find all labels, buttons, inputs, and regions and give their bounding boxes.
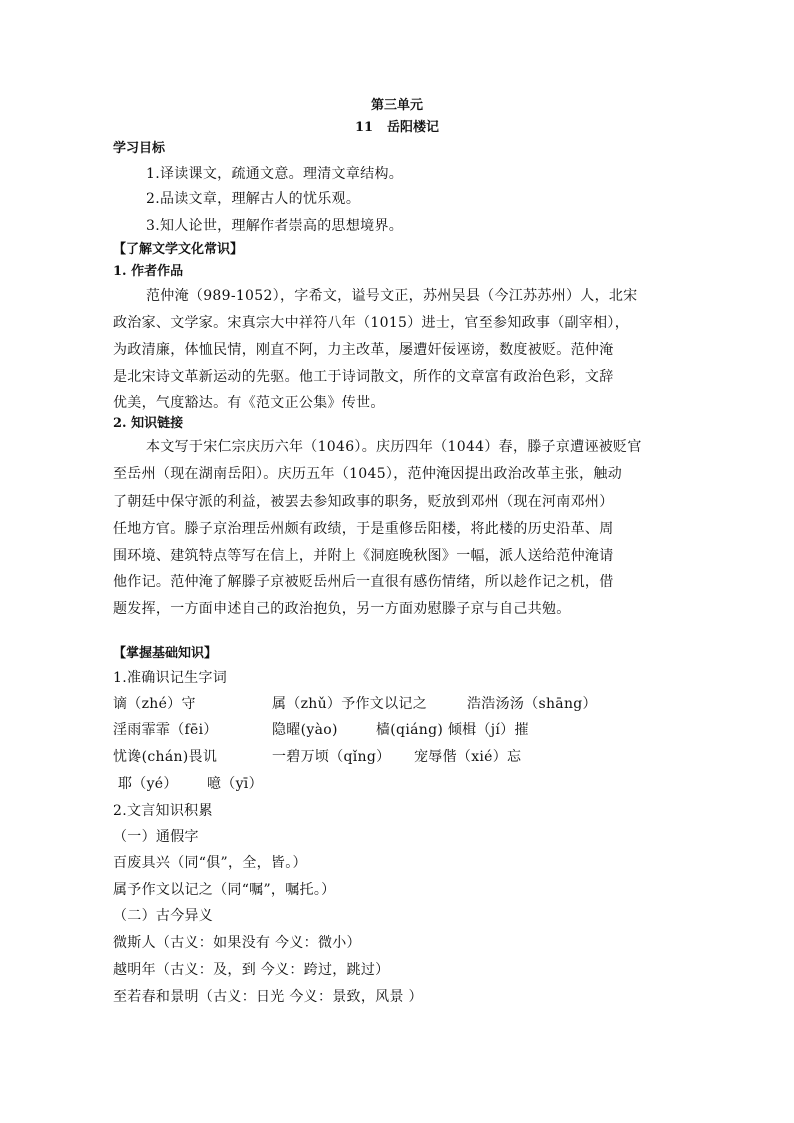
author-line: 为政清廉，体恤民情，刚直不阿，力主改革，屡遭奸佞诬谤，数度被贬。范仲淹: [113, 342, 614, 358]
pron-item: 一碧万顷（qǐng）: [272, 749, 391, 765]
objectives-heading: 学习目标: [113, 141, 166, 156]
objective-item: 1.译读课文，疏通文意。理清文章结构。: [146, 166, 404, 182]
pron-item: 宠辱偕（xié）忘: [414, 749, 522, 765]
gujin-item: 微斯人（古义：如果没有 今义：微小）: [113, 935, 361, 951]
link-heading: 2. 知识链接: [113, 416, 184, 431]
link-line: 题发挥，一方面申述自己的政治抱负，另一方面劝慰滕子京与自己共勉。: [113, 601, 571, 617]
author-line: 范仲淹（989-1052），字希文，谥号文正，苏州吴县（今江苏苏州）人，北宋: [146, 288, 638, 304]
basics-heading: 【掌握基础知识】: [113, 646, 218, 661]
tongjia-item: 属予作文以记之（同“嘱”，嘱托。）: [113, 882, 336, 898]
pron-item: 淫雨霏霏（fēi）: [113, 722, 218, 738]
objective-item: 3.知人论世，理解作者崇高的思想境界。: [146, 218, 404, 234]
gujin-item: 越明年（古义：及，到 今义：跨过，跳过）: [113, 962, 390, 978]
pron-item: 隐曜(yào): [272, 722, 338, 738]
objective-item: 2.品读文章，理解古人的忧乐观。: [146, 191, 361, 207]
link-line: 本文写于宋仁宗庆历六年（1046）。庆历四年（1044）春，滕子京遭诬被贬官: [146, 439, 642, 455]
gujin-item: 至若春和景明（古义：日光 今义：景致，风景 ）: [113, 989, 423, 1005]
link-line: 了朝廷中保守派的利益，被罢去参知政事的职务，贬放到邓州（现在河南邓州）: [113, 494, 614, 510]
wenyan-heading: 2.文言知识积累: [113, 803, 213, 819]
lesson-title-line: [0, 118, 794, 138]
pron-item: 忧谗(chán)畏讥: [113, 749, 218, 765]
link-line: 至岳州（现在湖南岳阳）。庆历五年（1045），范仲淹因提出政治改革主张，触动: [113, 466, 623, 482]
gujin-heading: （二）古今异义: [113, 908, 214, 924]
culture-heading: 【了解文学文化常识】: [113, 242, 244, 257]
pron-item: 樯(qiáng) 倾楫（jí）摧: [376, 722, 529, 738]
author-line: 政治家、文学家。宋真宗大中祥符八年（1015）进士，官至参知政事（副宰相），: [113, 315, 630, 331]
pron-item: 耶（yé）: [118, 776, 178, 792]
author-line: 是北宋诗文革新运动的先驱。他工于诗词散文，所作的文章富有政治色彩，文辞: [113, 369, 614, 385]
link-line: 任地方官。滕子京治理岳州颇有政绩，于是重修岳阳楼，将此楼的历史沿革、周: [113, 521, 614, 537]
link-line: 围环境、建筑特点等写在信上，并附上《洞庭晚秋图》一幅，派人送给范仲淹请: [113, 548, 614, 564]
pron-item: 浩浩汤汤（shāng）: [467, 696, 597, 712]
author-heading: 1. 作者作品: [113, 264, 184, 279]
pron-item: 属（zhǔ）予作文以记之: [272, 696, 428, 712]
lesson-title: 岳阳楼记: [387, 120, 440, 135]
pron-item: 噫（yī）: [207, 776, 263, 792]
author-line: 优美，气度豁达。有《范文正公集》传世。: [113, 395, 385, 411]
unit-title: 第三单元: [370, 98, 423, 113]
tongjia-item: 百废具兴（同“俱”，全，皆。）: [113, 855, 307, 871]
pron-item: 谪（zhé）守: [113, 696, 196, 712]
lesson-number: 11: [354, 120, 374, 135]
tongjia-heading: （一）通假字: [113, 829, 199, 845]
link-line: 他作记。范仲淹了解滕子京被贬岳州后一直很有感伤情绪，所以趁作记之机，借: [113, 574, 614, 590]
pron-heading: 1.准确识记生字词: [113, 670, 228, 686]
